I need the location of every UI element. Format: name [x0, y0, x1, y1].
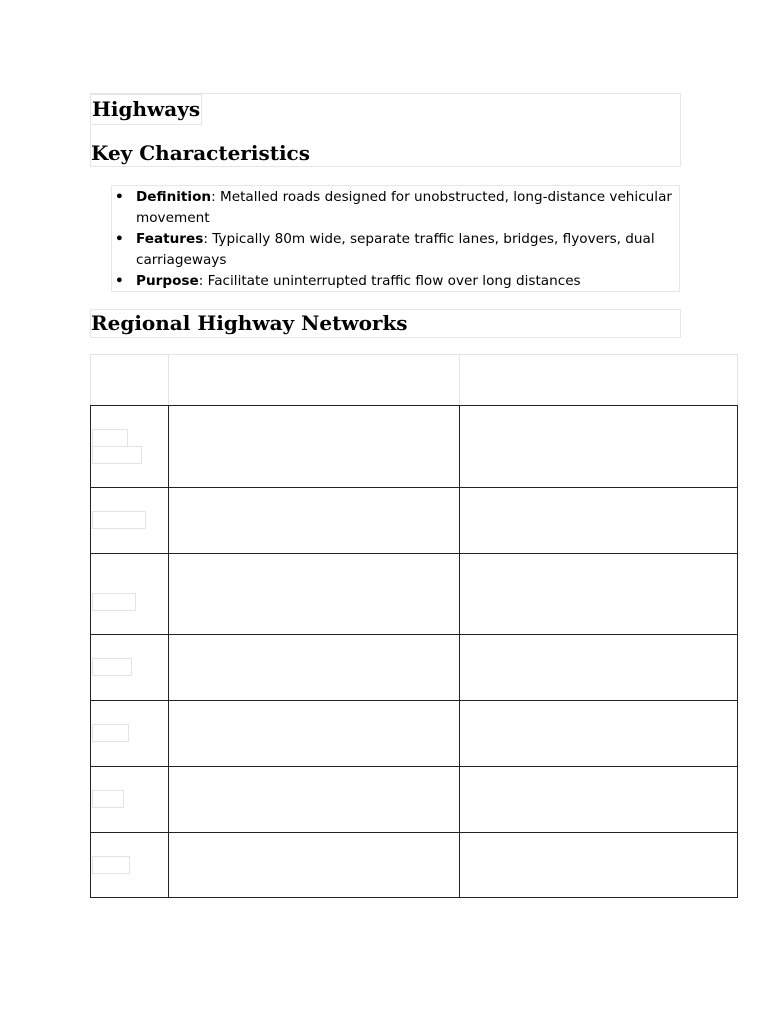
cell-placeholder [92, 446, 142, 464]
table-cell [460, 701, 738, 767]
definition-text: : Metalled roads designed for unobstructed, long-distance vehicular movement [136, 189, 672, 226]
characteristics-list [111, 185, 680, 292]
header-cell [460, 355, 738, 406]
header-cell [91, 355, 169, 406]
table-cell [460, 488, 738, 554]
table-cell [91, 833, 169, 898]
cell-placeholder [92, 511, 146, 529]
table-cell [169, 488, 460, 554]
list-item [112, 271, 679, 292]
definition-term: Definition [136, 189, 212, 205]
cell-placeholder [92, 429, 128, 447]
purpose-term: Purpose [136, 273, 199, 289]
table-cell [91, 767, 169, 833]
table-cell [91, 406, 169, 488]
cell-placeholder [92, 856, 130, 874]
list-item [112, 229, 679, 271]
table-cell [169, 701, 460, 767]
highway-networks-table [90, 354, 738, 898]
table-cell [169, 833, 460, 898]
table-cell [460, 767, 738, 833]
cell-placeholder [92, 658, 132, 676]
page-title: Highways [90, 94, 202, 125]
table-header-row [91, 355, 738, 406]
table-row [91, 701, 738, 767]
table-row [91, 554, 738, 635]
table-cell [169, 406, 460, 488]
table-cell [169, 635, 460, 701]
section-title: Regional Highway Networks [91, 311, 408, 335]
purpose-text: : Facilitate uninterrupted traffic flow over long distances [198, 273, 581, 289]
list-item [112, 187, 679, 229]
features-term: Features [136, 231, 204, 247]
table-cell [91, 635, 169, 701]
table-row [91, 488, 738, 554]
table-row [91, 635, 738, 701]
table-cell [91, 554, 169, 635]
table-cell [460, 833, 738, 898]
table-cell [169, 767, 460, 833]
table-row [91, 406, 738, 488]
key-characteristics-heading: Key Characteristics [91, 141, 310, 165]
table-cell [91, 701, 169, 767]
table-cell [91, 488, 169, 554]
table-cell [460, 406, 738, 488]
table-cell [460, 635, 738, 701]
cell-placeholder [92, 790, 124, 808]
table-row [91, 833, 738, 898]
cell-placeholder [92, 724, 129, 742]
table-cell [460, 554, 738, 635]
header-cell [169, 355, 460, 406]
table-row [91, 767, 738, 833]
cell-placeholder [92, 593, 136, 611]
table-cell [169, 554, 460, 635]
features-text: : Typically 80m wide, separate traffic lanes, bridges, flyovers, dual carriageways [136, 231, 655, 268]
